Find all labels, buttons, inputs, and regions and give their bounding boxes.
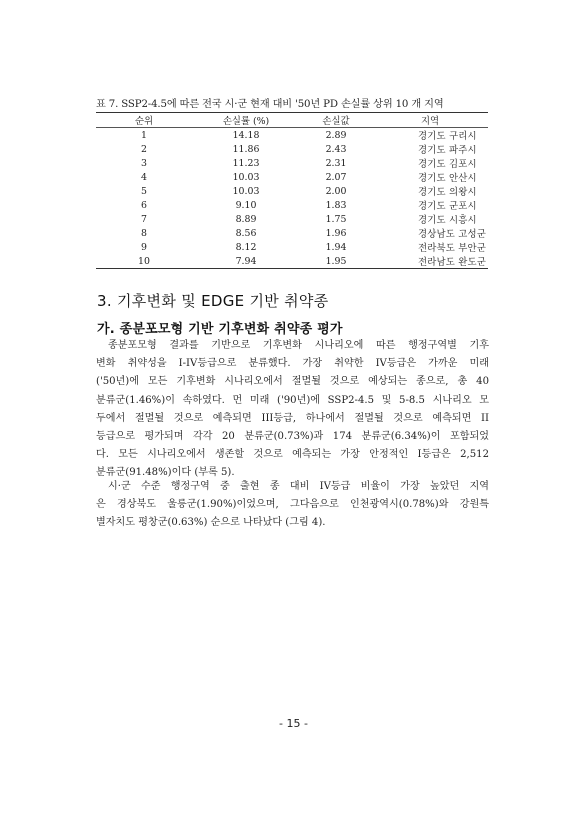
table-row [96,170,488,184]
header-loss-rate: 손실률 (%) [192,113,300,128]
cell-loss-rate: 14.18 [232,129,260,141]
cell-loss-rate: 10.03 [232,185,260,197]
table-header-row [96,113,488,128]
header-rank: 순위 [96,113,192,128]
page-number: - 15 - [279,717,308,730]
cell-loss-value: 2.00 [325,185,347,197]
cell-loss-value: 2.07 [325,171,347,183]
loss-rate-table [96,112,488,269]
cell-loss-value: 2.89 [325,129,347,141]
body-paragraph-2 [96,478,489,533]
cell-loss-value: 1.75 [325,213,347,225]
section-title: 3. 기후변화 및 EDGE 기반 취약종 [97,292,329,310]
cell-rank: 9 [141,241,147,253]
cell-rank: 1 [141,129,147,141]
table-row [96,212,488,226]
subsection-title: 가. 종분포모형 기반 기후변화 취약종 평가 [97,322,343,337]
header-region: 지역 [372,113,488,128]
cell-loss-value: 1.95 [300,254,372,269]
table-row [96,240,488,254]
cell-region: 경기도 구리시 [418,131,477,142]
table-row [96,128,488,143]
cell-rank: 7 [141,213,147,225]
cell-loss-value: 1.96 [325,227,347,239]
cell-loss-value: 2.31 [325,157,347,169]
paragraph-line: 다. 모든 시나리오에서 생존할 것으로 예측되는 가장 안정적인 I등급은 2,512 [96,449,489,461]
cell-loss-value: 1.83 [325,199,347,211]
cell-loss-value: 1.94 [325,241,347,253]
paragraph-line: 분류군(91.48%)이다 (부록 5). [96,467,235,479]
cell-loss-rate: 9.10 [235,199,257,211]
cell-rank: 8 [141,227,147,239]
cell-region: 경기도 시흥시 [418,215,477,226]
table-row [96,184,488,198]
table-row [96,226,488,240]
paragraph-line: 종분포모형 결과를 기반으로 기후변화 시나리오에 따른 행정구역별 기후 [108,340,489,351]
cell-loss-rate: 11.86 [232,143,260,155]
cell-loss-rate: 8.89 [235,213,257,225]
cell-region: 전라남도 완도군 [372,254,488,269]
paragraph-line: 은 경상북도 울릉군(1.90%)이었으며, 그다음으로 인천광역시(0.78%)와 강원특 [96,499,489,511]
cell-loss-rate: 8.56 [235,227,257,239]
table-row [96,156,488,170]
cell-rank: 3 [141,157,147,169]
body-paragraph-1 [96,337,489,483]
cell-region: 경상남도 고성군 [418,229,486,240]
paragraph-line: 등급으로 평가되며 각각 20 분류군(0.73%)과 174 분류군(6.34%)이 포함되었 [96,430,489,442]
table-row [96,254,488,269]
paragraph-line: 변화 취약성을 I-IV등급으로 분류했다. 가장 취약한 IV등급은 가까운 미래 [96,358,489,370]
cell-region: 전라북도 부안군 [418,243,486,254]
paragraph-line: 두에서 절멸될 것으로 예측되면 III등급, 하나에서 절멸될 것으로 예측되면 II [96,412,489,424]
cell-loss-rate: 7.94 [192,254,300,269]
paragraph-line: ('50년)에 모든 기후변화 시나리오에서 절멸될 것으로 예상되는 종으로, 총 40 [96,376,489,388]
cell-rank: 5 [141,185,147,197]
cell-loss-rate: 10.03 [232,171,260,183]
table-row [96,198,488,212]
cell-loss-rate: 8.12 [235,241,257,253]
cell-rank: 4 [141,171,147,183]
paragraph-line: 별자치도 평창군(0.63%) 순으로 나타났다 (그림 4). [96,517,326,529]
cell-rank: 10 [96,254,192,269]
cell-rank: 2 [141,143,147,155]
cell-rank: 6 [141,199,147,211]
paragraph-line: 분류군(1.46%)이 속하였다. 먼 미래 ('90년)에 SSP2-4.5 및 5-8.5 시나리오 모 [96,394,489,406]
cell-region: 경기도 김포시 [418,159,477,170]
table-row [96,142,488,156]
header-loss-value: 손실값 [300,113,372,128]
table-caption: 표 7. SSP2-4.5에 따른 전국 시·군 현재 대비 '50년 PD 손실률 상위 10 개 지역 [96,99,444,110]
cell-loss-value: 2.43 [325,143,347,155]
paragraph-line: 시·군 수준 행정구역 중 출현 종 대비 IV등급 비율이 가장 높았던 지역 [108,481,489,492]
cell-loss-rate: 11.23 [232,157,260,169]
cell-region: 경기도 안산시 [418,173,477,184]
cell-region: 경기도 의왕시 [418,187,477,198]
cell-region: 경기도 파주시 [418,145,477,156]
cell-region: 경기도 군포시 [418,201,477,212]
